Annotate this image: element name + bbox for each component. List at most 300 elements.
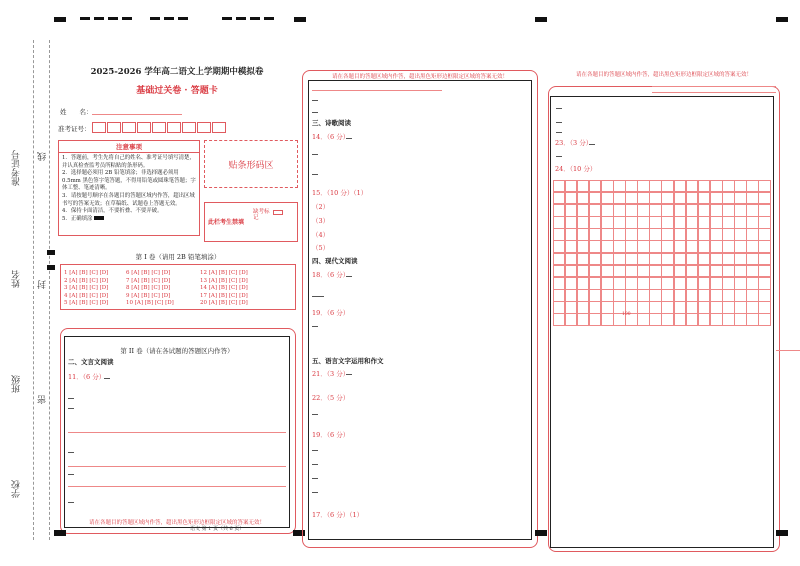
essay-grid-cell[interactable] bbox=[758, 301, 771, 314]
card-subtitle: 基础过关卷 · 答题卡 bbox=[136, 86, 218, 96]
q19b-mark-4 bbox=[312, 492, 318, 493]
essay-grid-cell[interactable] bbox=[722, 265, 735, 278]
essay-grid-cell[interactable] bbox=[625, 289, 638, 302]
choice-row[interactable]: 9 [A] [B] [C] [D] bbox=[126, 292, 171, 299]
essay-grid-cell[interactable] bbox=[686, 313, 699, 326]
essay-grid-cell[interactable] bbox=[577, 253, 590, 266]
choice-row[interactable]: 3 [A] [B] [C] [D] bbox=[64, 285, 109, 291]
poetry-heading: 三、诗歌阅读 bbox=[312, 119, 351, 127]
essay-grid-cell[interactable] bbox=[734, 192, 747, 205]
essay-grid-cell[interactable] bbox=[577, 204, 590, 217]
essay-grid-cell[interactable] bbox=[613, 265, 626, 278]
essay-grid-cell[interactable] bbox=[746, 277, 759, 290]
q19b-label: 19．（6 分） bbox=[312, 431, 350, 439]
essay-grid-cell[interactable] bbox=[649, 301, 662, 314]
essay-grid-cell[interactable] bbox=[674, 192, 687, 205]
essay-grid-cell[interactable] bbox=[577, 216, 590, 229]
exam-id-boxes[interactable] bbox=[92, 122, 238, 135]
essay-grid-cell[interactable] bbox=[674, 289, 687, 302]
essay-grid-cell[interactable] bbox=[722, 216, 735, 229]
essay-grid-cell[interactable] bbox=[698, 301, 711, 314]
essay-grid-cell[interactable] bbox=[649, 192, 662, 205]
essay-grid-cell[interactable] bbox=[746, 216, 759, 229]
essay-grid-cell[interactable] bbox=[746, 204, 759, 217]
essay-grid-cell[interactable] bbox=[553, 192, 566, 205]
top-mark-9 bbox=[222, 17, 232, 20]
exam-id-cell[interactable] bbox=[182, 122, 196, 133]
essay-grid-cell[interactable] bbox=[734, 253, 747, 266]
essay-grid-cell[interactable] bbox=[698, 240, 711, 253]
bottom-mark-3 bbox=[535, 530, 547, 536]
essay-grid-cell[interactable] bbox=[577, 313, 590, 326]
binding-label-school: 学校 bbox=[12, 480, 22, 498]
essay-grid-cell[interactable] bbox=[649, 313, 662, 326]
essay-grid-cell[interactable] bbox=[637, 204, 650, 217]
essay-grid-cell[interactable] bbox=[565, 240, 578, 253]
exam-id-cell[interactable] bbox=[107, 122, 121, 133]
answer-line[interactable] bbox=[68, 486, 286, 487]
col3-mark-2 bbox=[556, 122, 562, 123]
essay-grid-cell[interactable] bbox=[553, 253, 566, 266]
exam-id-cell[interactable] bbox=[152, 122, 166, 133]
essay-grid-cell[interactable] bbox=[565, 265, 578, 278]
binding-label-class: 班级 bbox=[12, 375, 22, 393]
essay-grid-cell[interactable] bbox=[637, 277, 650, 290]
essay-grid-cell[interactable] bbox=[686, 204, 699, 217]
essay-grid-cell[interactable] bbox=[625, 277, 638, 290]
essay-grid-cell[interactable] bbox=[565, 180, 578, 193]
exam-id-cell[interactable] bbox=[212, 122, 226, 133]
essay-grid-cell[interactable] bbox=[710, 313, 723, 326]
essay-grid-cell[interactable] bbox=[613, 204, 626, 217]
essay-grid-cell[interactable] bbox=[746, 301, 759, 314]
essay-grid-cell[interactable] bbox=[722, 240, 735, 253]
q14-mark-2 bbox=[312, 154, 318, 155]
choice-row[interactable]: 10 [A] [B] [C] [D] bbox=[126, 300, 174, 306]
exam-id-cell[interactable] bbox=[197, 122, 211, 133]
essay-grid-cell[interactable] bbox=[661, 301, 674, 314]
essay-grid-cell[interactable] bbox=[565, 228, 578, 241]
essay-grid-cell[interactable] bbox=[637, 240, 650, 253]
binding-label-secret: 密 bbox=[38, 395, 48, 404]
absent-box bbox=[204, 202, 298, 242]
essay-grid-cell[interactable] bbox=[661, 228, 674, 241]
essay-grid-cell[interactable] bbox=[589, 240, 602, 253]
essay-grid-cell[interactable] bbox=[613, 253, 626, 266]
essay-grid-cell[interactable] bbox=[734, 277, 747, 290]
essay-grid-cell[interactable] bbox=[625, 265, 638, 278]
exam-id-cell[interactable] bbox=[167, 122, 181, 133]
essay-grid-cell[interactable] bbox=[553, 277, 566, 290]
essay-grid-cell[interactable] bbox=[649, 253, 662, 266]
essay-grid-cell[interactable] bbox=[758, 204, 771, 217]
essay-grid-cell[interactable] bbox=[601, 289, 614, 302]
essay-grid-cell[interactable] bbox=[734, 289, 747, 302]
essay-grid-cell[interactable] bbox=[553, 240, 566, 253]
choice-row[interactable]: 13 [A] [B] [C] [D] bbox=[200, 277, 248, 284]
essay-grid-cell[interactable] bbox=[661, 216, 674, 229]
essay-grid-cell[interactable] bbox=[734, 204, 747, 217]
essay-grid-cell[interactable] bbox=[686, 180, 699, 193]
essay-grid-cell[interactable] bbox=[686, 277, 699, 290]
essay-grid-cell[interactable] bbox=[589, 277, 602, 290]
q19-label: 19．（6 分） bbox=[312, 309, 350, 317]
essay-grid-cell[interactable] bbox=[553, 265, 566, 278]
top-mark-12 bbox=[264, 17, 274, 20]
essay-grid-cell[interactable] bbox=[710, 253, 723, 266]
q23-mark bbox=[589, 144, 595, 145]
essay-grid-cell[interactable] bbox=[674, 277, 687, 290]
essay-grid-cell[interactable] bbox=[601, 240, 614, 253]
essay-grid-cell[interactable] bbox=[710, 204, 723, 217]
choice-col-1 bbox=[64, 270, 108, 308]
essay-grid-cell[interactable] bbox=[637, 289, 650, 302]
essay-grid-cell[interactable] bbox=[674, 180, 687, 193]
essay-grid-cell[interactable] bbox=[722, 289, 735, 302]
essay-grid-cell[interactable] bbox=[661, 204, 674, 217]
essay-grid-cell[interactable] bbox=[601, 192, 614, 205]
q19b-mark-3 bbox=[312, 478, 318, 479]
notice-item-5 bbox=[62, 216, 196, 224]
q22-mark bbox=[312, 414, 318, 415]
section2-footer-warning: 请在各题目的答题区域内作答，超出黑色矩形边框限定区域的答案无效！ bbox=[88, 520, 265, 526]
essay-grid-cell[interactable] bbox=[553, 301, 566, 314]
essay-grid-cell[interactable] bbox=[758, 192, 771, 205]
essay-grid-cell[interactable] bbox=[553, 313, 566, 326]
essay-grid-cell[interactable] bbox=[686, 265, 699, 278]
essay-grid-cell[interactable] bbox=[698, 216, 711, 229]
essay-grid-cell[interactable] bbox=[698, 228, 711, 241]
modern-heading: 四、现代文阅读 bbox=[312, 257, 358, 265]
essay-grid-cell[interactable] bbox=[625, 228, 638, 241]
essay-grid-cell[interactable] bbox=[625, 204, 638, 217]
essay-grid-cell[interactable] bbox=[589, 192, 602, 205]
essay-grid-cell[interactable] bbox=[661, 253, 674, 266]
essay-grid-cell[interactable] bbox=[577, 180, 590, 193]
q24-label: 24．（10 分） bbox=[555, 165, 597, 173]
essay-grid-cell[interactable] bbox=[637, 180, 650, 193]
essay-grid-cell[interactable] bbox=[746, 289, 759, 302]
essay-grid-cell[interactable] bbox=[698, 265, 711, 278]
choice-row[interactable]: 17 [A] [B] [C] [D] bbox=[200, 292, 248, 299]
essay-grid-cell[interactable] bbox=[758, 180, 771, 193]
essay-grid-cell[interactable] bbox=[589, 301, 602, 314]
essay-grid-cell[interactable] bbox=[722, 180, 735, 193]
essay-grid-cell[interactable] bbox=[661, 277, 674, 290]
absent-checkbox[interactable] bbox=[273, 210, 283, 215]
essay-grid-cell[interactable] bbox=[601, 277, 614, 290]
essay-grid-cell[interactable] bbox=[758, 253, 771, 266]
essay-grid-cell[interactable] bbox=[613, 228, 626, 241]
essay-grid-cell[interactable] bbox=[746, 180, 759, 193]
essay-grid-cell[interactable] bbox=[710, 265, 723, 278]
essay-grid-cell[interactable] bbox=[758, 228, 771, 241]
essay-grid-cell[interactable] bbox=[553, 180, 566, 193]
essay-grid-cell[interactable] bbox=[686, 240, 699, 253]
essay-grid-cell[interactable] bbox=[577, 240, 590, 253]
essay-grid-cell[interactable] bbox=[674, 240, 687, 253]
essay-grid-cell[interactable] bbox=[758, 277, 771, 290]
essay-grid-cell[interactable] bbox=[637, 216, 650, 229]
essay-grid-cell[interactable] bbox=[758, 289, 771, 302]
essay-grid-cell[interactable] bbox=[674, 253, 687, 266]
essay-grid-cell[interactable] bbox=[601, 204, 614, 217]
essay-grid-cell[interactable] bbox=[637, 228, 650, 241]
essay-grid-cell[interactable] bbox=[565, 192, 578, 205]
essay-grid-cell[interactable] bbox=[565, 301, 578, 314]
q19b-mark-2 bbox=[312, 464, 318, 465]
essay-grid-cell[interactable] bbox=[649, 289, 662, 302]
essay-grid-cell[interactable] bbox=[710, 228, 723, 241]
barcode-area-label: 贴条形码区 bbox=[228, 160, 274, 171]
essay-grid-cell[interactable] bbox=[601, 313, 614, 326]
essay-grid-cell[interactable] bbox=[746, 265, 759, 278]
essay-grid-cell[interactable] bbox=[601, 228, 614, 241]
choice-row[interactable]: 6 [A] [B] [C] [D] bbox=[126, 270, 171, 276]
essay-grid-cell[interactable] bbox=[746, 313, 759, 326]
q11-answer-mark-4 bbox=[68, 452, 74, 453]
essay-grid-cell[interactable] bbox=[577, 265, 590, 278]
bottom-mark-4 bbox=[776, 530, 788, 536]
essay-grid-cell[interactable] bbox=[565, 204, 578, 217]
essay-grid-cell[interactable] bbox=[589, 313, 602, 326]
essay-grid-cell[interactable] bbox=[649, 228, 662, 241]
top-mark-5 bbox=[122, 17, 132, 20]
essay-grid-cell[interactable] bbox=[649, 240, 662, 253]
essay-grid-cell[interactable] bbox=[637, 253, 650, 266]
essay-grid-cell[interactable] bbox=[698, 277, 711, 290]
choice-row[interactable]: 12 [A] [B] [C] [D] bbox=[200, 270, 248, 276]
essay-grid-cell[interactable] bbox=[601, 301, 614, 314]
language-heading: 五、语言文字运用和作文 bbox=[312, 357, 384, 365]
essay-grid-cell[interactable] bbox=[637, 301, 650, 314]
page-number: 语文 第 1 页（共 6 页） bbox=[190, 526, 245, 532]
essay-grid-cell[interactable] bbox=[661, 192, 674, 205]
essay-grid-cell[interactable] bbox=[553, 289, 566, 302]
essay-grid-cell[interactable] bbox=[758, 265, 771, 278]
essay-grid-cell[interactable] bbox=[661, 289, 674, 302]
binding-dash-line-2 bbox=[49, 40, 50, 540]
essay-grid-cell[interactable] bbox=[589, 289, 602, 302]
absent-mark-label: 缺考标记 bbox=[253, 209, 270, 221]
essay-grid-cell[interactable] bbox=[722, 253, 735, 266]
essay-grid-cell[interactable] bbox=[674, 265, 687, 278]
choice-row[interactable]: 20 [A] [B] [C] [D] bbox=[200, 300, 248, 306]
exam-id-cell[interactable] bbox=[137, 122, 151, 133]
essay-grid-cell[interactable] bbox=[577, 192, 590, 205]
essay-grid-cell[interactable] bbox=[746, 192, 759, 205]
essay-grid-cell[interactable] bbox=[674, 216, 687, 229]
choice-row[interactable]: 4 [A] [B] [C] [D] bbox=[64, 292, 109, 299]
essay-grid-cell[interactable] bbox=[710, 192, 723, 205]
q11-answer-mark-6 bbox=[68, 502, 74, 503]
essay-grid-cell[interactable] bbox=[722, 277, 735, 290]
q15-part-3: （3） bbox=[312, 217, 330, 225]
essay-grid[interactable] bbox=[553, 180, 771, 326]
essay-grid-cell[interactable] bbox=[661, 240, 674, 253]
q21-mark bbox=[346, 374, 352, 375]
essay-grid-cell[interactable] bbox=[565, 313, 578, 326]
top-mark-2 bbox=[80, 17, 90, 20]
essay-grid-cell[interactable] bbox=[577, 289, 590, 302]
essay-grid-cell[interactable] bbox=[686, 289, 699, 302]
essay-grid-cell[interactable] bbox=[710, 289, 723, 302]
essay-grid-cell[interactable] bbox=[613, 180, 626, 193]
choice-row[interactable]: 2 [A] [B] [C] [D] bbox=[64, 277, 109, 284]
essay-grid-cell[interactable] bbox=[649, 204, 662, 217]
essay-grid-cell[interactable] bbox=[698, 204, 711, 217]
answer-line[interactable] bbox=[68, 466, 286, 467]
essay-grid-cell[interactable] bbox=[722, 313, 735, 326]
essay-grid-cell[interactable] bbox=[577, 301, 590, 314]
essay-grid-cell[interactable] bbox=[589, 228, 602, 241]
essay-grid-cell[interactable] bbox=[601, 180, 614, 193]
essay-grid-cell[interactable] bbox=[734, 301, 747, 314]
essay-grid-cell[interactable] bbox=[553, 228, 566, 241]
essay-grid-cell[interactable] bbox=[601, 253, 614, 266]
answer-line[interactable] bbox=[68, 432, 286, 433]
essay-grid-cell[interactable] bbox=[734, 216, 747, 229]
q18-label: 18．（6 分） bbox=[312, 271, 350, 279]
essay-grid-cell[interactable] bbox=[589, 265, 602, 278]
essay-grid-cell[interactable] bbox=[625, 180, 638, 193]
choice-row[interactable]: 7 [A] [B] [C] [D] bbox=[126, 277, 171, 284]
essay-grid-cell[interactable] bbox=[734, 180, 747, 193]
filled-sample-mark bbox=[94, 216, 104, 220]
essay-grid-cell[interactable] bbox=[565, 277, 578, 290]
essay-grid-cell[interactable] bbox=[661, 180, 674, 193]
q11-label: 11．（6 分） bbox=[68, 373, 106, 381]
essay-grid-cell[interactable] bbox=[722, 192, 735, 205]
q18-mark bbox=[346, 276, 352, 277]
essay-grid-cell[interactable] bbox=[613, 216, 626, 229]
essay-grid-cell[interactable] bbox=[589, 180, 602, 193]
essay-grid-cell[interactable] bbox=[649, 180, 662, 193]
essay-grid-cell[interactable] bbox=[613, 240, 626, 253]
essay-grid-cell[interactable] bbox=[746, 253, 759, 266]
essay-grid-cell[interactable] bbox=[758, 216, 771, 229]
essay-grid-cell[interactable] bbox=[698, 192, 711, 205]
q11-answer-mark-3 bbox=[68, 408, 74, 409]
top-mark-15 bbox=[776, 17, 788, 22]
right-edge-line bbox=[776, 350, 800, 351]
essay-grid-cell[interactable] bbox=[758, 240, 771, 253]
essay-grid-cell[interactable] bbox=[625, 240, 638, 253]
essay-grid-cell[interactable] bbox=[710, 301, 723, 314]
essay-grid-cell[interactable] bbox=[734, 313, 747, 326]
choice-row[interactable]: 8 [A] [B] [C] [D] bbox=[126, 285, 171, 291]
essay-grid-cell[interactable] bbox=[746, 228, 759, 241]
notice-item-2: 2．选择题必须用 2B 铅笔填涂；非选择题必须用 0.5mm 黑色签字笔答题，不得用铅笔或圆珠笔答题；字体工整、笔迹清晰。 bbox=[62, 170, 196, 192]
notice-title: 注意事项 bbox=[59, 141, 199, 153]
essay-grid-cell[interactable] bbox=[661, 265, 674, 278]
choice-col-3 bbox=[200, 270, 248, 308]
essay-grid-cell[interactable] bbox=[674, 228, 687, 241]
choice-row[interactable]: 14 [A] [B] [C] [D] bbox=[200, 285, 248, 291]
choice-row[interactable]: 5 [A] [B] [C] [D] bbox=[64, 300, 109, 306]
essay-grid-cell[interactable] bbox=[565, 289, 578, 302]
essay-grid-cell[interactable] bbox=[625, 216, 638, 229]
col3-line-1 bbox=[652, 86, 776, 87]
essay-grid-cell[interactable] bbox=[625, 253, 638, 266]
choice-col-2 bbox=[126, 270, 174, 308]
essay-grid-cell[interactable] bbox=[637, 265, 650, 278]
exam-id-cell[interactable] bbox=[122, 122, 136, 133]
essay-grid-cell[interactable] bbox=[613, 277, 626, 290]
top-mark-11 bbox=[250, 17, 260, 20]
essay-grid-cell[interactable] bbox=[649, 277, 662, 290]
essay-grid-cell[interactable] bbox=[553, 204, 566, 217]
essay-grid-cell[interactable] bbox=[601, 265, 614, 278]
essay-grid-cell[interactable] bbox=[565, 216, 578, 229]
essay-grid-cell[interactable] bbox=[637, 192, 650, 205]
choice-row[interactable]: 1 [A] [B] [C] [D] bbox=[64, 270, 109, 276]
binding-label-line: 线 bbox=[38, 152, 48, 161]
essay-grid-cell[interactable] bbox=[734, 265, 747, 278]
essay-grid-cell[interactable] bbox=[698, 313, 711, 326]
essay-grid-cell[interactable] bbox=[722, 228, 735, 241]
essay-grid-cell[interactable] bbox=[686, 253, 699, 266]
notice-item-1: 1．答题前，考生先将自己的姓名、准考证号填写清楚，并认真检查监考员所粘贴的条形码。 bbox=[62, 155, 195, 169]
essay-grid-cell[interactable] bbox=[613, 289, 626, 302]
exam-id-cell[interactable] bbox=[92, 122, 106, 133]
essay-grid-cell[interactable] bbox=[649, 216, 662, 229]
essay-grid-cell[interactable] bbox=[674, 204, 687, 217]
name-field[interactable] bbox=[92, 114, 182, 115]
top-mark-14 bbox=[535, 17, 547, 22]
essay-grid-cell[interactable] bbox=[577, 277, 590, 290]
essay-grid-cell[interactable] bbox=[686, 301, 699, 314]
essay-grid-cell[interactable] bbox=[722, 301, 735, 314]
essay-grid-cell[interactable] bbox=[710, 277, 723, 290]
essay-grid-cell[interactable] bbox=[674, 313, 687, 326]
essay-grid-cell[interactable] bbox=[698, 180, 711, 193]
essay-grid-cell[interactable] bbox=[710, 180, 723, 193]
essay-grid-cell[interactable] bbox=[589, 204, 602, 217]
essay-grid-cell[interactable] bbox=[734, 228, 747, 241]
notice-item-3: 3．请按题号顺序在各题目的答题区域内作答，超出区域书写的答案无效；在草稿纸、试题卷上答题无效。 bbox=[62, 192, 195, 207]
grid-count-marker: 100 bbox=[622, 312, 631, 317]
essay-grid-cell[interactable] bbox=[649, 265, 662, 278]
essay-grid-cell[interactable] bbox=[553, 216, 566, 229]
essay-grid-cell[interactable] bbox=[674, 301, 687, 314]
exam-id-label: 准考证号： bbox=[58, 125, 91, 133]
essay-grid-cell[interactable] bbox=[686, 216, 699, 229]
essay-grid-cell[interactable] bbox=[589, 216, 602, 229]
essay-grid-cell[interactable] bbox=[698, 253, 711, 266]
essay-grid-cell[interactable] bbox=[589, 253, 602, 266]
essay-grid-cell[interactable] bbox=[661, 313, 674, 326]
essay-grid-cell[interactable] bbox=[686, 192, 699, 205]
top-mark-10 bbox=[236, 17, 246, 20]
essay-grid-cell[interactable] bbox=[686, 228, 699, 241]
essay-grid-cell[interactable] bbox=[722, 204, 735, 217]
essay-grid-cell[interactable] bbox=[698, 289, 711, 302]
col2-mark-2 bbox=[312, 112, 318, 113]
essay-grid-cell[interactable] bbox=[710, 216, 723, 229]
essay-grid-cell[interactable] bbox=[710, 240, 723, 253]
essay-grid-cell[interactable] bbox=[734, 240, 747, 253]
essay-grid-cell[interactable] bbox=[637, 313, 650, 326]
essay-grid-cell[interactable] bbox=[613, 192, 626, 205]
essay-grid-cell[interactable] bbox=[746, 240, 759, 253]
essay-grid-cell[interactable] bbox=[565, 253, 578, 266]
essay-grid-cell[interactable] bbox=[625, 192, 638, 205]
essay-grid-cell[interactable] bbox=[758, 313, 771, 326]
binding-label-exam-id: 准考证号 bbox=[12, 150, 22, 186]
essay-grid-cell[interactable] bbox=[601, 216, 614, 229]
essay-grid-cell[interactable] bbox=[577, 228, 590, 241]
